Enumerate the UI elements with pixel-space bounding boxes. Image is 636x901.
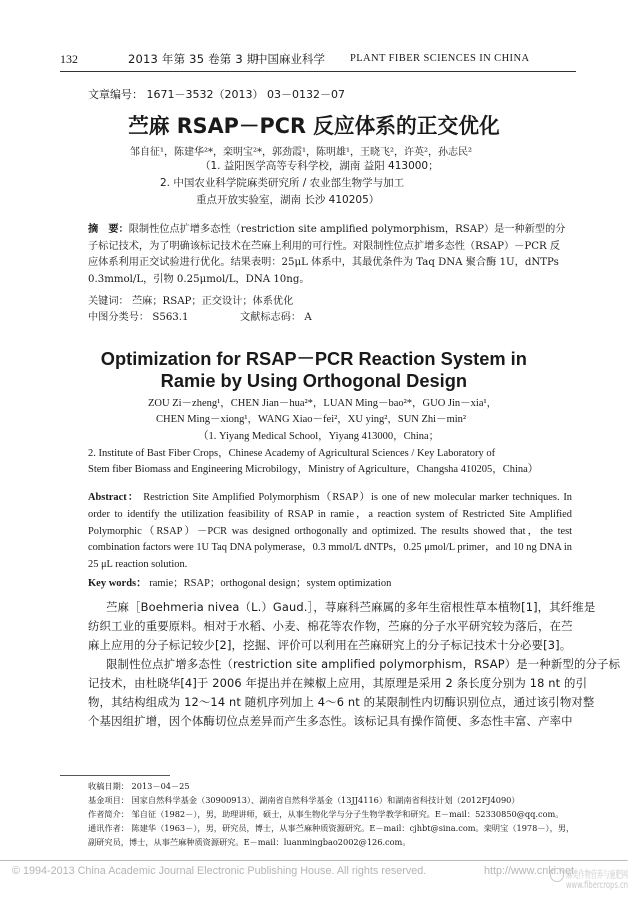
abstract-cn-label: 摘 要：	[88, 224, 129, 235]
keywords-cn: 关键词： 苎麻；RSAP；正交设计；体系优化	[88, 296, 294, 307]
authors-en-line-2: CHEN Ming－xiong¹，WANG Xiao－fei²，XU ying²，SUN Zhi－min²	[156, 414, 467, 425]
title-en-line-1: Optimization for RSAP－PCR Reaction System in	[100, 348, 527, 369]
document-code: 文献标志码： A	[240, 312, 312, 323]
article-number: 文章编号： 1671－3532（2013） 03－0132－07	[88, 88, 345, 101]
footnote-rule	[60, 775, 170, 776]
footnote-funding: 基金项目： 国家自然科学基金（30900913）、湖南省自然科学基金（13JJ4116）和湖南省科技计划（2012FJ4090）	[88, 795, 520, 805]
watermark-cn: 麻类作物营养与施肥网	[566, 870, 628, 881]
affiliation-cn-1: （1. 益阳医学高等专科学校，湖南 益阳 413000；	[200, 160, 439, 172]
footnote-received: 收稿日期： 2013－04－25	[88, 781, 190, 791]
footer-rule	[0, 860, 628, 861]
authors-cn: 邹自征¹，陈建华²*，栾明宝²*，郭劲霞¹，陈明雄¹，王晓飞²，许英²，孙志民²	[130, 147, 473, 158]
journal-name-cn: 中国麻业科学	[256, 52, 325, 66]
footnote-corresponding: 通讯作者： 陈建华（1963－），男，研究员，博士，从事苎麻种质资源研究。E－mail：cjhbt@sina.com。栾明宝（1978－），男，	[88, 823, 575, 833]
page-number: 132	[60, 52, 78, 66]
title-en-line-2: Ramie by Using Orthogonal Design	[160, 370, 468, 391]
abstract-en-label: Abstract：	[88, 492, 140, 503]
affiliation-en-2: 2. Institute of Bast Fiber Crops，Chinese Academy of Agricultural Sciences / Key Laboratory of	[88, 448, 496, 459]
body-line-6: 物，其结构组成为 12～14 nt 随机序列加上 4～6 nt 的某限制性内切酶识别位点，通过该引物对整	[88, 695, 595, 709]
clc-number: 中图分类号： S563.1	[88, 312, 189, 323]
watermark-en: www.fibercrops.cn	[566, 880, 629, 891]
keywords-en	[88, 575, 391, 590]
abstract-cn-text: 限制性位点扩增多态性（restriction site amplified polymorphism，RSAP）是一种新型的分子标记技术，为了明确该标记技术在苎麻上利用的可行性。对限制性位点扩增多态性（RSAP）－PCR 反应体系利用正交试验进行优化。结果表明：25μL 体系中，其最优条件为 Taq DNA 聚合酶 1U，dNTPs 0.3mmol/L，引物 0.25μmol/L，DNA 10ng。	[88, 224, 566, 285]
affiliation-en-1: （1. Yiyang Medical School，Yiyang 413000，China；	[198, 431, 440, 442]
abstract-en	[88, 490, 572, 574]
journal-name-en: PLANT FIBER SCIENCES IN CHINA	[350, 53, 530, 64]
abstract-cn	[88, 222, 568, 288]
abstract-en-text: Restriction Site Amplified Polymorphism（RSAP）is one of new molecular marker techniques. In order to identify the utilization feasibility of RSAP in ramie，a reaction system of Restricted Site Amplified Polymorphic（RSAP）－PCR was designed orthogonally and optimized. The results showed that，the test combination factors were 1U Taq DNA polymerase，0.3 mmol/L dNTPs，0.25 μmol/L primer，and 10 ng DNA in 25 μL reaction solution.	[88, 492, 572, 571]
body-line-4: 限制性位点扩增多态性（restriction site amplified polymorphism，RSAP）是一种新型的分子标	[106, 657, 621, 671]
affiliation-cn-2: 2. 中国农业科学院麻类研究所 / 农业部生物学与加工	[160, 177, 405, 189]
body-line-5: 记技术，由杜晓华[4]于 2006 年提出并在辣椒上应用，其原理是采用 2 条长度分别为 18 nt 的引	[88, 676, 588, 690]
body-line-2: 纺织工业的重要原料。相对于水稻、小麦、棉花等农作物，苎麻的分子水平研究较为落后，在苎	[88, 619, 573, 633]
title-cn: 苎麻 RSAP－PCR 反应体系的正交优化	[128, 114, 500, 138]
watermark-logo-icon	[550, 868, 564, 882]
affiliation-en-3: Stem fiber Biomass and Engineering Microbilogy，Ministry of Agriculture，Changsha 410205，China）	[88, 464, 539, 475]
publisher-url[interactable]: http://www.cnki.net	[484, 865, 575, 877]
keywords-en-label: Key words：	[88, 578, 147, 589]
affiliation-cn-3: 重点开放实验室，湖南 长沙 410205）	[196, 194, 380, 206]
body-line-3: 麻上应用的分子标记较少[2]，挖掘、评价可以利用在苎麻研究上的分子标记技术十分必要[3]。	[88, 638, 572, 652]
keywords-en-text: ramie；RSAP；orthogonal design；system optimization	[149, 578, 392, 589]
footnote-corresponding-cont: 副研究员，博士，从事苎麻种质资源研究。E－mail：luanmingbao2002@126.com。	[88, 837, 411, 847]
header-rule	[60, 71, 576, 72]
copyright-notice: © 1994-2013 China Academic Journal Electronic Publishing House. All rights reserved.	[12, 865, 427, 877]
volume-info: 2013 年第 35 卷第 3 期	[128, 52, 259, 66]
footnote-author-bio: 作者简介： 邹自征（1982－），男，助理讲师，硕士，从事生物化学与分子生物学教学和研究。E－mail：52330850@qq.com。	[88, 809, 564, 819]
body-line-1: 苎麻［Boehmeria nivea（L.）Gaud.］，荨麻科苎麻属的多年生宿根性草本植物[1]，其纤维是	[106, 600, 596, 614]
body-line-7: 个基因组扩增，因个体酶切位点差异而产生多态性。该标记具有操作简便、多态性丰富、产率中	[88, 714, 573, 728]
authors-en-line-1: ZOU Zi－zheng¹，CHEN Jian－hua²*，LUAN Ming－bao²*，GUO Jin－xia¹，	[148, 398, 498, 409]
